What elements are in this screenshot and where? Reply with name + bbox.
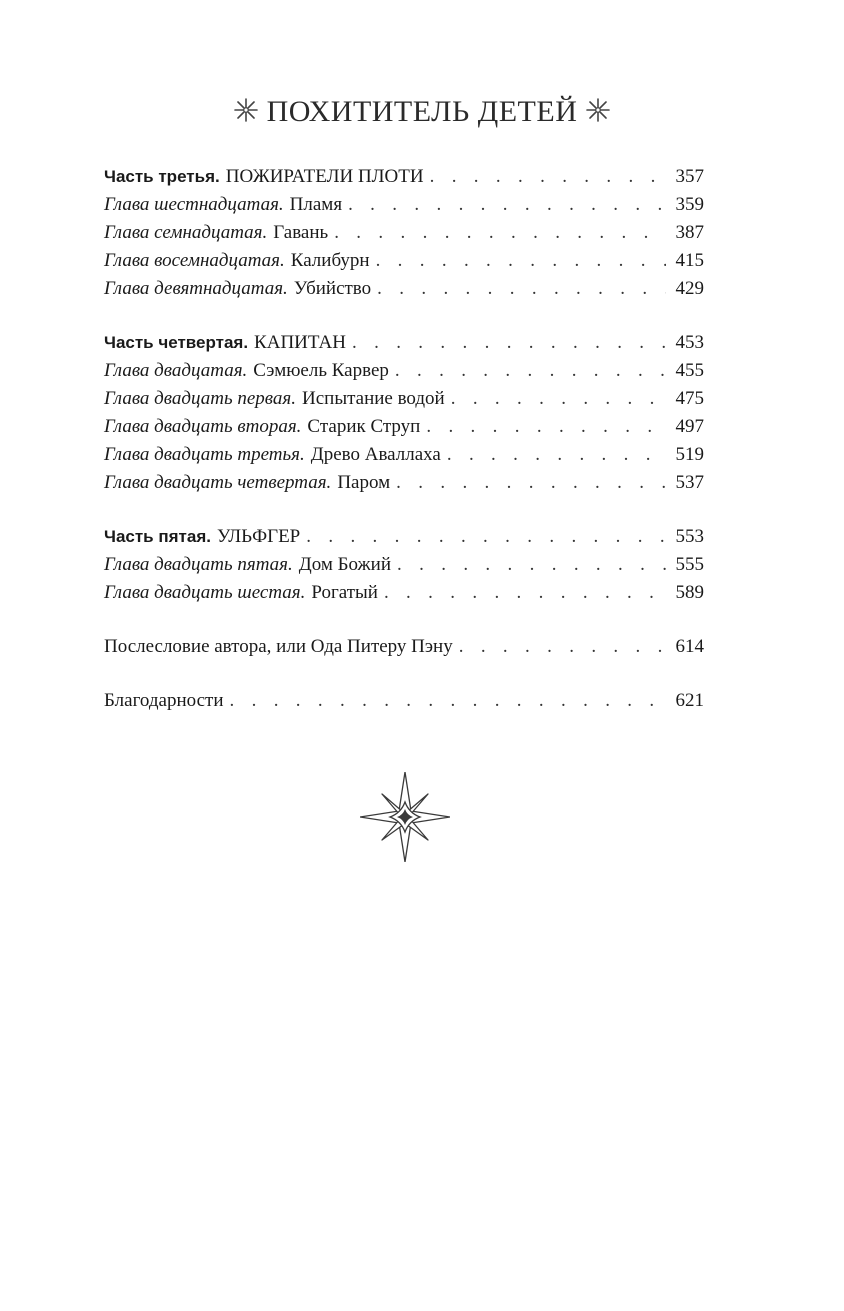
part-label: Часть третья. — [104, 167, 220, 186]
chapter-title: Древо Аваллаха — [310, 444, 441, 465]
chapter-label: Глава девятнадцатая. — [104, 278, 288, 299]
chapter-label: Глава семнадцатая. — [104, 222, 268, 243]
toc-entry-chapter — [104, 219, 704, 247]
page-number: 429 — [675, 278, 704, 299]
chapter-label: Глава двадцать пятая. — [104, 554, 293, 575]
entry-title: Благодарности — [104, 690, 224, 711]
page-number: 555 — [675, 554, 704, 575]
page-number: 497 — [675, 416, 704, 437]
part-label: Часть пятая. — [104, 527, 211, 546]
toc-entry-part — [104, 163, 704, 191]
toc-section-part-4 — [104, 329, 704, 497]
toc-entry-chapter — [104, 275, 704, 303]
compass-star-icon — [360, 772, 450, 862]
page-number: 537 — [675, 472, 704, 493]
asterisk-star-icon — [584, 96, 612, 124]
dot-leader — [459, 633, 666, 661]
chapter-title: Старик Струп — [307, 416, 421, 437]
chapter-label: Глава шестнадцатая. — [104, 194, 284, 215]
dot-leader — [334, 219, 666, 247]
page-number: 453 — [675, 332, 704, 353]
chapter-label: Глава двадцатая. — [104, 360, 248, 381]
table-of-contents — [104, 163, 704, 741]
toc-entry-part — [104, 523, 704, 551]
book-title: ПОХИТИТЕЛЬ ДЕТЕЙ — [266, 95, 578, 128]
page-number: 359 — [675, 194, 704, 215]
running-header — [0, 92, 844, 142]
chapter-title: Сэмюель Карвер — [253, 360, 389, 381]
entry-title: Послесловие автора, или Ода Питеру Пэну — [104, 636, 453, 657]
chapter-label: Глава двадцать вторая. — [104, 416, 302, 437]
toc-entry-chapter — [104, 357, 704, 385]
part-label: Часть четвертая. — [104, 333, 249, 352]
toc-entry-chapter — [104, 191, 704, 219]
dot-leader — [376, 247, 666, 275]
page-number: 415 — [675, 250, 704, 271]
page-number: 387 — [675, 222, 704, 243]
dot-leader — [230, 687, 667, 715]
toc-entry-chapter — [104, 441, 704, 469]
part-title: КАПИТАН — [254, 332, 346, 353]
chapter-title: Калибурн — [290, 250, 370, 271]
toc-entry-acknowledgements — [104, 687, 704, 715]
dot-leader — [447, 441, 666, 469]
chapter-label: Глава двадцать третья. — [104, 444, 305, 465]
chapter-title: Убийство — [293, 278, 372, 299]
dot-leader — [377, 275, 666, 303]
toc-entry-chapter — [104, 469, 704, 497]
chapter-label: Глава двадцать четвертая. — [104, 472, 332, 493]
toc-entry-chapter — [104, 413, 704, 441]
page-number: 519 — [675, 444, 704, 465]
page-number: 475 — [675, 388, 704, 409]
dot-leader — [397, 551, 666, 579]
page-number: 553 — [675, 526, 704, 547]
toc-section-part-3 — [104, 163, 704, 303]
toc-entry-afterword — [104, 633, 704, 661]
toc-section-acknowledgements — [104, 687, 704, 715]
dot-leader — [395, 357, 666, 385]
page-number: 621 — [675, 690, 704, 711]
dot-leader — [430, 163, 666, 191]
dot-leader — [306, 523, 666, 551]
toc-section-afterword — [104, 633, 704, 661]
chapter-title: Пламя — [289, 194, 343, 215]
chapter-label: Глава двадцать первая. — [104, 388, 297, 409]
chapter-title: Дом Божий — [298, 554, 392, 575]
toc-entry-chapter — [104, 579, 704, 607]
toc-entry-chapter — [104, 551, 704, 579]
toc-entry-part — [104, 329, 704, 357]
chapter-title: Паром — [337, 472, 391, 493]
toc-section-part-5 — [104, 523, 704, 607]
dot-leader — [451, 385, 666, 413]
dot-leader — [352, 329, 666, 357]
chapter-label: Глава восемнадцатая. — [104, 250, 285, 271]
chapter-title: Гавань — [273, 222, 329, 243]
chapter-title: Испытание водой — [302, 388, 445, 409]
dot-leader — [426, 413, 666, 441]
page-number: 589 — [675, 582, 704, 603]
part-title: ПОЖИРАТЕЛИ ПЛОТИ — [225, 166, 424, 187]
toc-entry-chapter — [104, 247, 704, 275]
page-number: 357 — [675, 166, 704, 187]
page-number: 614 — [675, 636, 704, 657]
chapter-title: Рогатый — [311, 582, 378, 603]
dot-leader — [396, 469, 666, 497]
dot-leader — [384, 579, 666, 607]
toc-entry-chapter — [104, 385, 704, 413]
dot-leader — [348, 191, 666, 219]
part-title: УЛЬФГЕР — [216, 526, 301, 547]
chapter-label: Глава двадцать шестая. — [104, 582, 306, 603]
page-number: 455 — [675, 360, 704, 381]
